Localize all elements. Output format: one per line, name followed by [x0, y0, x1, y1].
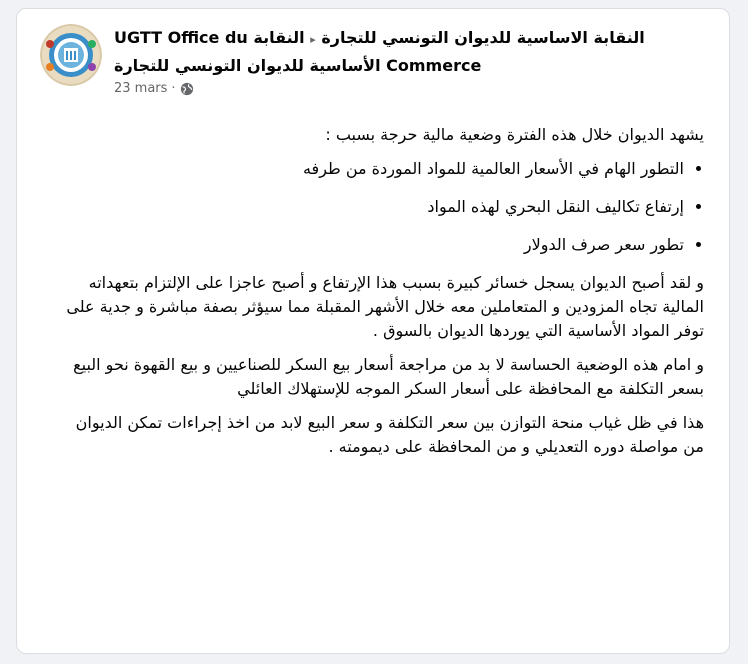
post-paragraph: و لقد أصبح الديوان يسجل خسائر كبيرة بسبب هذا الإرتفاع و أصبح عاجزا على الإلتزام بتعهداته المالية تجاه المزودين و المتعاملين معه خلال الأشهر المقبلة مما سيؤثر بصفة مباشرة و جدية على توفر المواد الأساسية التي يوردها الديوان بالسوق . — [66, 273, 704, 340]
post-date-link[interactable]: 23 mars — [114, 81, 168, 96]
separator-arrow-icon: ▸ — [310, 33, 316, 46]
post-intro: يشهد الديوان خلال هذه الفترة وضعية مالية حرجة بسبب : — [325, 125, 704, 144]
page-name-link[interactable]: النقابة الأساسية للديوان التونسي للتجارة Commerce — [114, 28, 482, 75]
post-body — [55, 123, 704, 469]
group-name-link[interactable]: UGTT Office du النقابة الاساسية للديوان التونسي للتجارة — [114, 28, 645, 47]
post-title — [114, 25, 713, 79]
post-header — [114, 25, 713, 96]
globe-icon[interactable] — [180, 82, 194, 96]
page-avatar[interactable] — [40, 24, 102, 86]
post-card — [16, 8, 730, 654]
post-meta — [114, 81, 713, 96]
post-paragraph: هذا في ظل غياب منحة التوازن بين سعر التكلفة و سعر البيع لابد من اخذ إجراءات تمكن الديوان من مواصلة دوره التعديلي و من المحافظة على ديمومته . — [75, 413, 704, 456]
meta-dot: · — [171, 81, 176, 96]
list-item: • تطور سعر صرف الدولار — [55, 233, 684, 257]
union-logo-icon — [40, 24, 102, 86]
list-item: • التطور الهام في الأسعار العالمية للمواد الموردة من طرفه — [55, 157, 684, 181]
list-item: • إرتفاع تكاليف النقل البحري لهذه المواد — [55, 195, 684, 219]
post-paragraph: و امام هذه الوضعية الحساسة لا بد من مراجعة أسعار بيع السكر للصناعيين و بيع القهوة نحو البيع بسعر التكلفة مع المحافظة على أسعار السكر الموجه للإستهلاك العائلي — [73, 355, 704, 398]
post-bullet-list — [55, 157, 704, 257]
